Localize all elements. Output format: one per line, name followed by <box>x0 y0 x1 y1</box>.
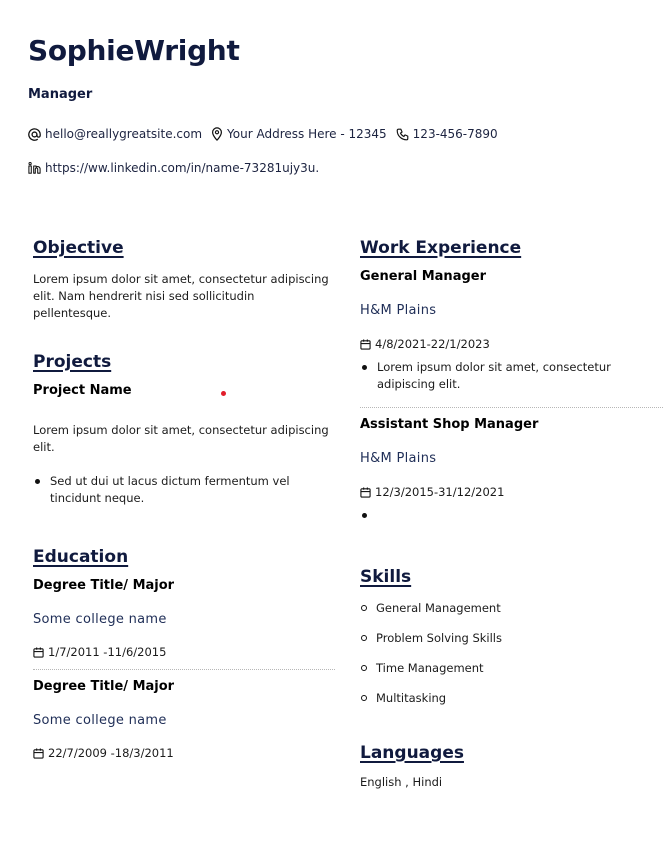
phone-text: 123-456-7890 <box>412 127 498 141</box>
linkedin-row <box>28 161 328 175</box>
phone-icon <box>396 128 409 141</box>
linkedin-item[interactable] <box>28 161 319 175</box>
college-name: Some college name <box>33 612 167 627</box>
bullet-dot <box>362 513 367 518</box>
marker-dot <box>221 391 226 396</box>
bullet-dot <box>362 365 367 370</box>
work-dates <box>360 337 663 351</box>
education-dates <box>33 746 335 760</box>
bullet-dot <box>35 479 40 484</box>
degree-title: Degree Title/ Major <box>33 578 175 593</box>
person-name: SophieWright <box>28 34 240 67</box>
skill-text: Time Management <box>376 661 484 675</box>
objective-title: Objective <box>33 238 124 258</box>
calendar-icon <box>360 487 371 498</box>
work-experience-title: Work Experience <box>360 238 522 258</box>
right-column <box>360 238 663 791</box>
project-name: Project Name <box>33 383 132 398</box>
left-column <box>33 238 335 760</box>
project-bullet-text: Sed ut dui ut lacus dictum fermentum vel tincidunt neque. <box>50 474 290 505</box>
work-dates-text: 4/8/2021-22/1/2023 <box>375 337 490 351</box>
work-bullet-text: Lorem ipsum dolor sit amet, consectetur adipiscing elit. <box>377 360 611 391</box>
linkedin-url: https://ww.linkedin.com/in/name-73281ujy3u. <box>45 161 320 175</box>
linkedin-icon <box>28 162 41 174</box>
position-title: General Manager <box>360 269 486 284</box>
objective-text: Lorem ipsum dolor sit amet, consectetur adipiscing elit. Nam hendrerit nisi sed sollicitudin pellentesque. <box>33 272 329 320</box>
skill-text: Problem Solving Skills <box>376 631 502 645</box>
calendar-icon <box>360 339 371 350</box>
project-description: Lorem ipsum dolor sit amet, consectetur adipiscing elit. <box>33 423 329 454</box>
bullet-ring <box>361 635 367 641</box>
location-pin-icon <box>211 127 223 141</box>
work-bullet <box>360 359 663 393</box>
skill-text: General Management <box>376 601 501 615</box>
work-bullet <box>360 507 663 524</box>
education-dates <box>33 645 335 659</box>
company-name: H&M Plains <box>360 303 437 318</box>
bullet-ring <box>361 695 367 701</box>
position-title: Assistant Shop Manager <box>360 417 539 432</box>
address-item <box>211 127 387 141</box>
education-dates-text: 22/7/2009 -18/3/2011 <box>48 746 174 760</box>
email-text: hello@reallygreatsite.com <box>45 127 203 141</box>
skill-item <box>360 600 663 630</box>
work-dates <box>360 485 663 499</box>
skills-list <box>360 600 663 720</box>
calendar-icon <box>33 647 44 658</box>
at-icon <box>28 128 41 141</box>
education-title: Education <box>33 547 129 567</box>
contact-row <box>28 127 507 141</box>
projects-title: Projects <box>33 352 112 372</box>
education-dates-text: 1/7/2011 -11/6/2015 <box>48 645 167 659</box>
work-dates-text: 12/3/2015-31/12/2021 <box>375 485 505 499</box>
address-text: Your Address Here - 12345 <box>227 127 387 141</box>
divider <box>360 407 663 408</box>
divider <box>33 669 335 670</box>
job-role: Manager <box>28 87 93 102</box>
project-bullet <box>33 473 335 507</box>
bullet-ring <box>361 665 367 671</box>
company-name: H&M Plains <box>360 451 437 466</box>
skill-text: Multitasking <box>376 691 447 705</box>
skills-title: Skills <box>360 567 412 587</box>
skill-item <box>360 630 663 660</box>
languages-text: English , Hindi <box>360 775 443 789</box>
skill-item <box>360 660 663 690</box>
degree-title: Degree Title/ Major <box>33 679 175 694</box>
bullet-ring <box>361 605 367 611</box>
college-name: Some college name <box>33 713 167 728</box>
email-item[interactable] <box>28 127 202 141</box>
skill-item <box>360 690 663 720</box>
phone-item[interactable] <box>396 127 498 141</box>
languages-title: Languages <box>360 743 464 763</box>
calendar-icon <box>33 748 44 759</box>
